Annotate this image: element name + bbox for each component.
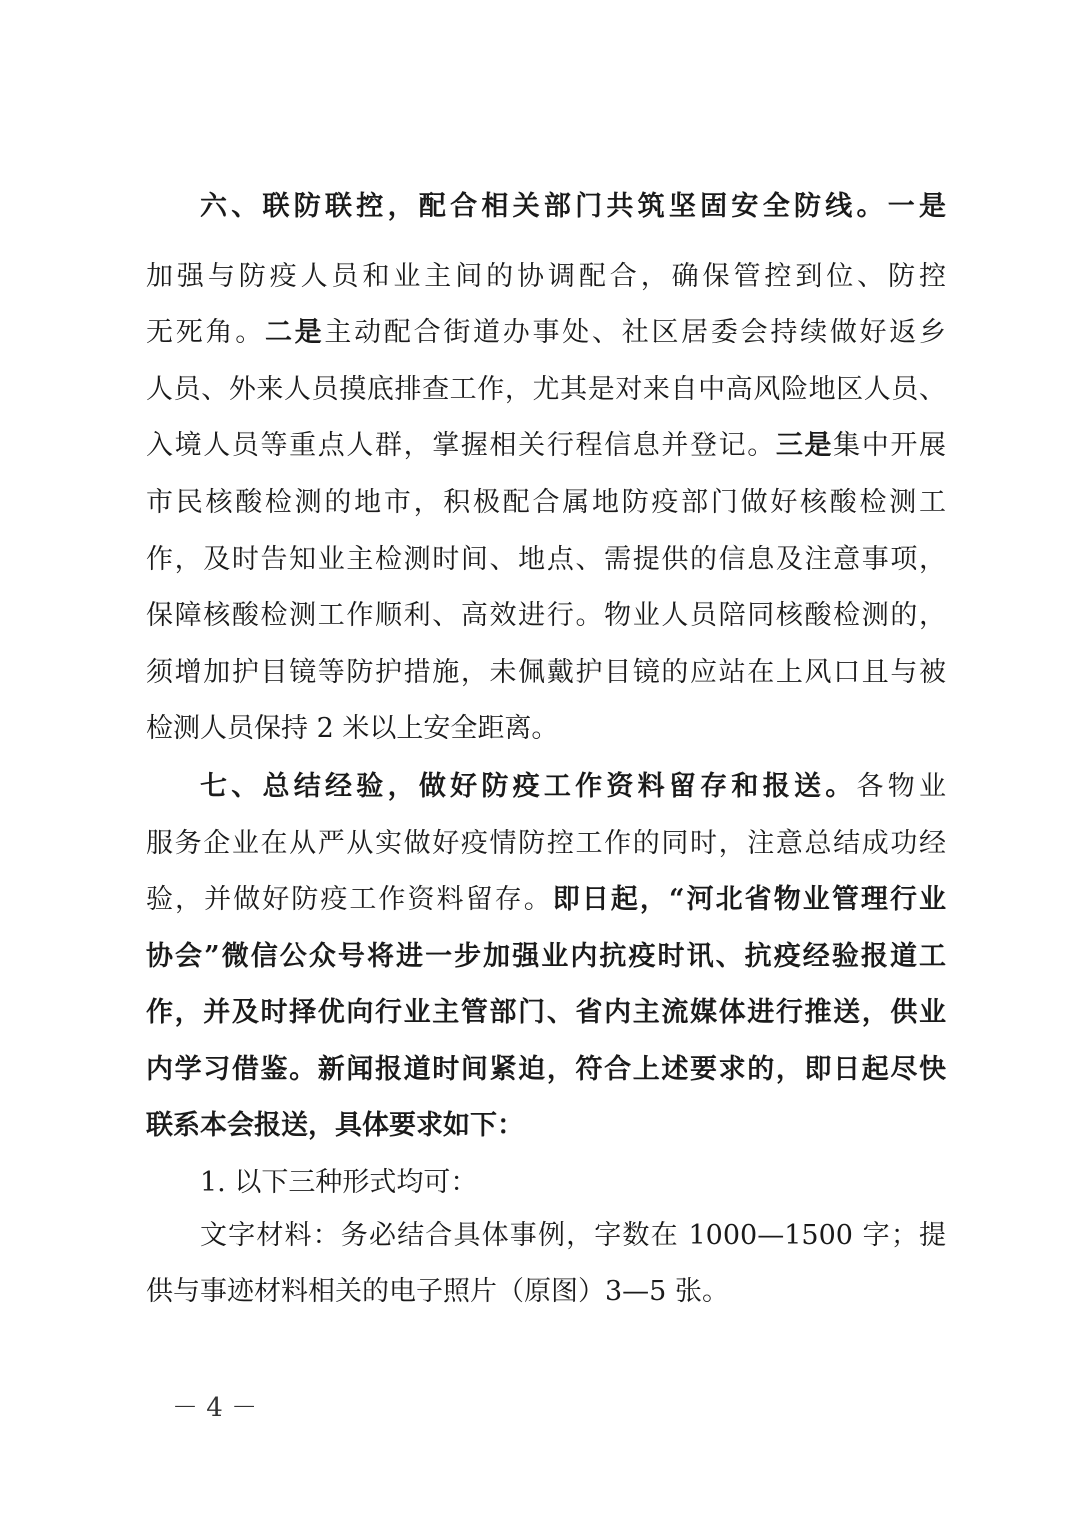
text-span: 人员、外来人员摸底排查工作，尤其是对来自中高风险地区人员、 [146, 374, 946, 405]
section7-heading: 七、总结经验，做好防疫工作资料留存和报送。 [200, 771, 857, 802]
text-span: 须增加护目镜等防护措施，未佩戴护目镜的应站在上风口且与被 [146, 657, 946, 688]
text-material-text: 供与事迹材料相关的电子照片（原图）3—5 张。 [146, 1276, 729, 1307]
section7-line-6 [146, 1052, 946, 1088]
section7-line-2 [146, 826, 946, 862]
section6-heading: 六、联防联控，配合相关部门共筑坚固安全防线。 [200, 191, 888, 222]
section7-line-5 [146, 995, 946, 1031]
section6-line-4 [146, 372, 946, 408]
text-span-bold: 联系本会报送，具体要求如下： [146, 1110, 524, 1141]
text-span: 集中开展 [833, 430, 947, 461]
section6-line-10 [146, 711, 946, 747]
section6-line-9 [146, 655, 946, 691]
text-span: 市民核酸检测的地市，积极配合属地防疫部门做好核酸检测工 [146, 487, 946, 518]
text-material-line-2 [146, 1274, 946, 1310]
section6-line-6 [146, 485, 946, 521]
section6-line-2 [146, 259, 946, 295]
section7-line-1 [200, 769, 946, 805]
text-span: 检测人员保持 2 米以上安全距离。 [146, 713, 559, 744]
text-span: 保障核酸检测工作顺利、高效进行。物业人员陪同核酸检测的， [146, 600, 946, 631]
section6-line-1 [200, 189, 946, 225]
section6-line-5 [146, 428, 946, 464]
text-material-text: 文字材料：务必结合具体事例，字数在 1000—1500 字；提 [200, 1220, 946, 1251]
item-1-line [200, 1165, 946, 1201]
section6-first-point-label: 一是 [887, 191, 947, 222]
text-material-line-1 [200, 1218, 946, 1254]
text-span: 验，并做好防疫工作资料留存。 [146, 884, 553, 915]
section7-line-7 [146, 1108, 946, 1144]
section7-line-3 [146, 882, 946, 918]
section6-line-3 [146, 315, 946, 351]
text-span: 无死角。 [146, 317, 265, 348]
text-span-bold: 内学习借鉴。新闻报道时间紧迫，符合上述要求的，即日起尽快 [146, 1054, 946, 1085]
text-span: 入境人员等重点人群，掌握相关行程信息并登记。 [146, 430, 776, 461]
section6-line-7 [146, 542, 946, 578]
text-span-bold: 作，并及时择优向行业主管部门、省内主流媒体进行推送，供业 [146, 997, 946, 1028]
page-number: － 4 － [172, 1393, 258, 1423]
text-span: 服务企业在从严从实做好疫情防控工作的同时，注意总结成功经 [146, 828, 946, 859]
text-span: 加强与防疫人员和业主间的协调配合，确保管控到位、防控 [146, 261, 946, 292]
text-span: 各物业 [856, 771, 947, 802]
item-1-label: 1. 以下三种形式均可： [200, 1167, 478, 1198]
text-span: 作，及时告知业主检测时间、地点、需提供的信息及注意事项， [146, 544, 946, 575]
section6-second-point-label: 二是 [264, 317, 325, 348]
section6-third-point-label: 三是 [775, 430, 834, 461]
section7-line-4 [146, 939, 946, 975]
text-span-bold: 协会”微信公众号将进一步加强业内抗疫时讯、抗疫经验报道工 [146, 941, 946, 972]
text-span: 主动配合街道办事处、社区居委会持续做好返乡 [324, 317, 947, 348]
section6-line-8 [146, 598, 946, 634]
text-span-bold: 即日起，“河北省物业管理行业 [552, 884, 947, 915]
